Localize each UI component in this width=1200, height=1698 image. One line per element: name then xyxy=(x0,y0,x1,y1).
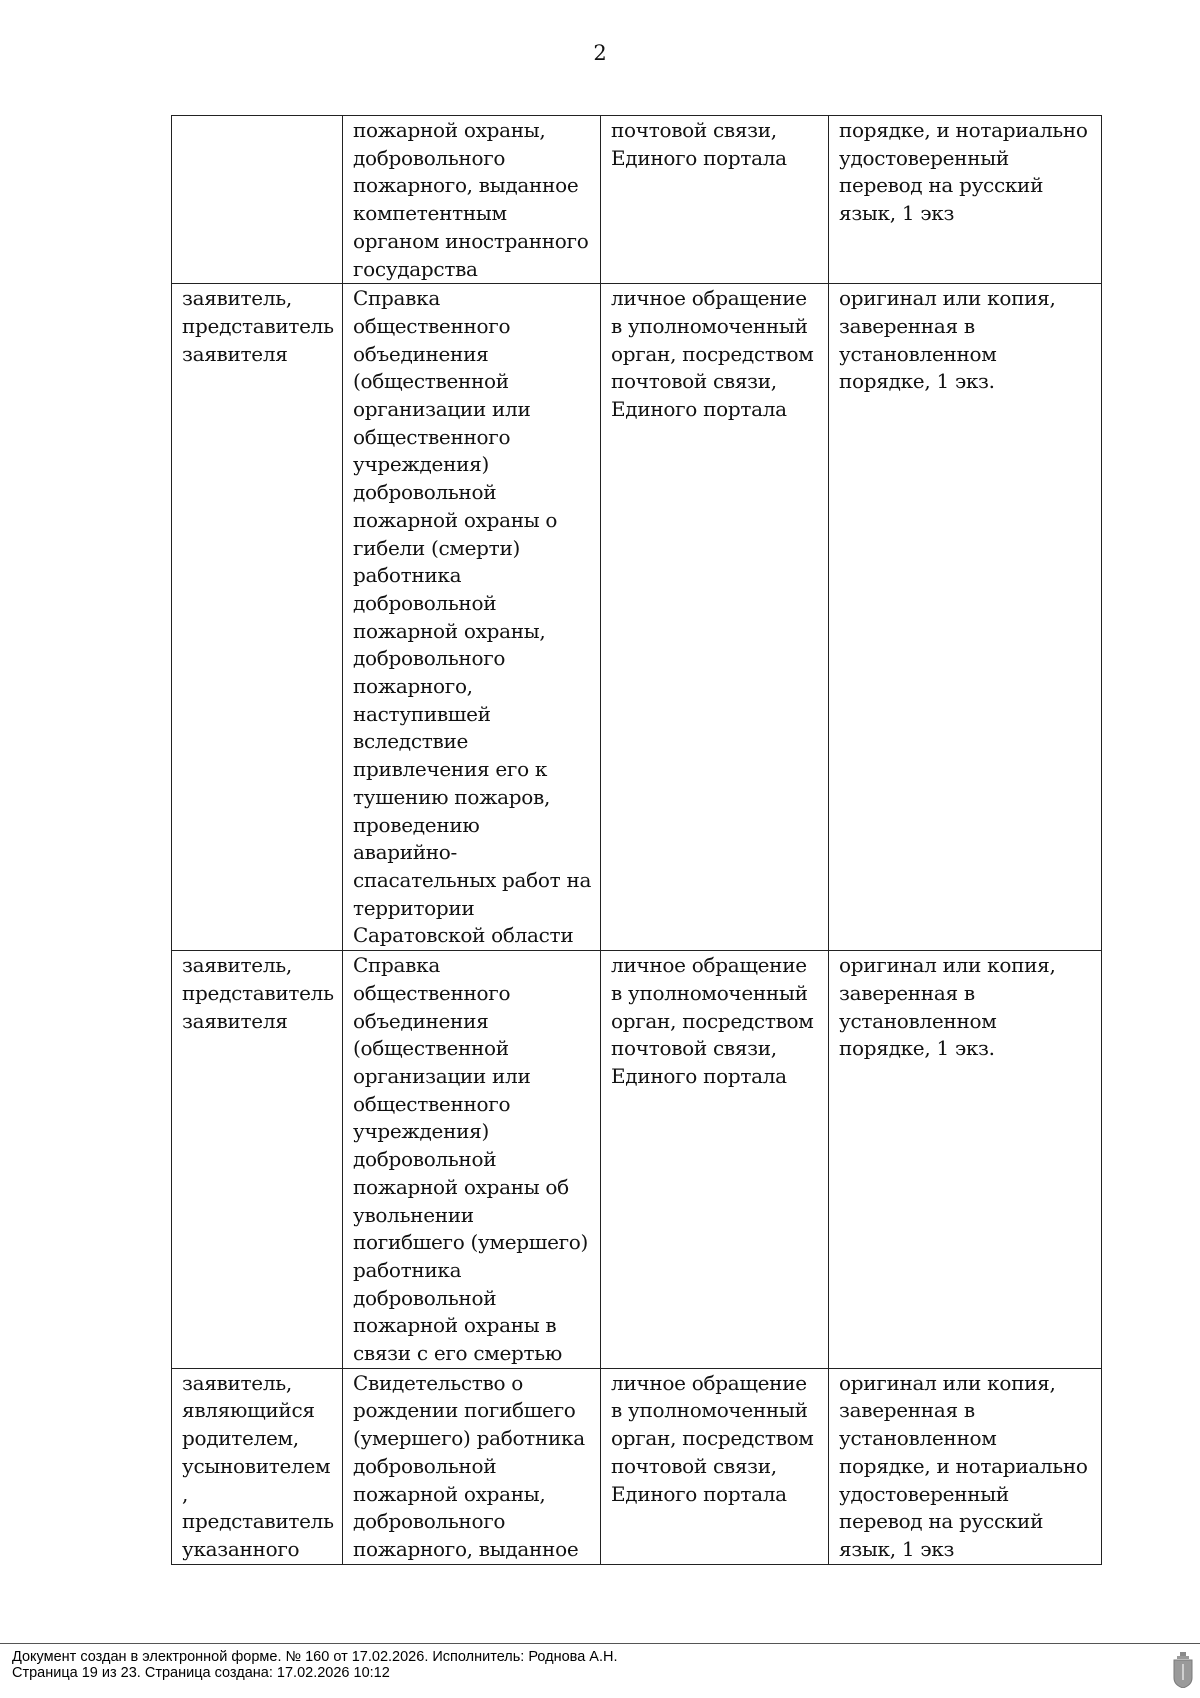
document-form-cell: оригинал или копия, заверенная в установленном порядке, 1 экз. xyxy=(829,284,1102,951)
applicant-cell: заявитель, представитель заявителя xyxy=(172,284,343,951)
document-cell: Справка общественного объединения (общественной организации или общественного учреждения) добровольной пожарной охраны о гибели (смерти) работника добровольной пожарной охраны, добровольного пожарного, наступившей вследствие привлечения его к тушению пожаров, проведению аварийно- спасательных работ на территории Саратовской области xyxy=(343,284,601,951)
page-number: 2 xyxy=(593,41,607,65)
documents-table xyxy=(171,115,1102,1565)
table-row xyxy=(172,1368,1102,1564)
applicant-cell: заявитель, являющийся родителем, усыновителем , представитель указанного xyxy=(172,1368,343,1564)
document-form-cell: порядке, и нотариально удостоверенный перевод на русский язык, 1 экз xyxy=(829,116,1102,284)
document-cell: Справка общественного объединения (общественной организации или общественного учреждения) добровольной пожарной охраны об увольнении погибшего (умершего) работника добровольной пожарной охраны в связи с его смертью xyxy=(343,951,601,1369)
applicant-cell: заявитель, представитель заявителя xyxy=(172,951,343,1369)
footer-divider xyxy=(0,1643,1200,1644)
submission-method-cell: личное обращение в уполномоченный орган, посредством почтовой связи, Единого портала xyxy=(601,1368,829,1564)
submission-method-cell: личное обращение в уполномоченный орган, посредством почтовой связи, Единого портала xyxy=(601,284,829,951)
submission-method-cell: почтовой связи, Единого портала xyxy=(601,116,829,284)
table-row xyxy=(172,951,1102,1369)
document-cell: Свидетельство о рождении погибшего (умершего) работника добровольной пожарной охраны, добровольного пожарного, выданное xyxy=(343,1368,601,1564)
documents-table-container xyxy=(171,115,1101,1565)
document-form-cell: оригинал или копия, заверенная в установленном порядке, и нотариально удостоверенный перевод на русский язык, 1 экз xyxy=(829,1368,1102,1564)
table-row xyxy=(172,284,1102,951)
footer-line-2: Страница 19 из 23. Страница создана: 17.02.2026 10:12 xyxy=(12,1665,390,1681)
table-row xyxy=(172,116,1102,284)
footer-line-1: Документ создан в электронной форме. № 160 от 17.02.2026. Исполнитель: Роднова А.Н. xyxy=(12,1649,618,1665)
applicant-cell xyxy=(172,116,343,284)
coat-of-arms-icon xyxy=(1172,1652,1194,1688)
document-footer xyxy=(12,1649,618,1681)
submission-method-cell: личное обращение в уполномоченный орган, посредством почтовой связи, Единого портала xyxy=(601,951,829,1369)
document-cell: пожарной охраны, добровольного пожарного, выданное компетентным органом иностранного государства xyxy=(343,116,601,284)
document-form-cell: оригинал или копия, заверенная в установленном порядке, 1 экз. xyxy=(829,951,1102,1369)
